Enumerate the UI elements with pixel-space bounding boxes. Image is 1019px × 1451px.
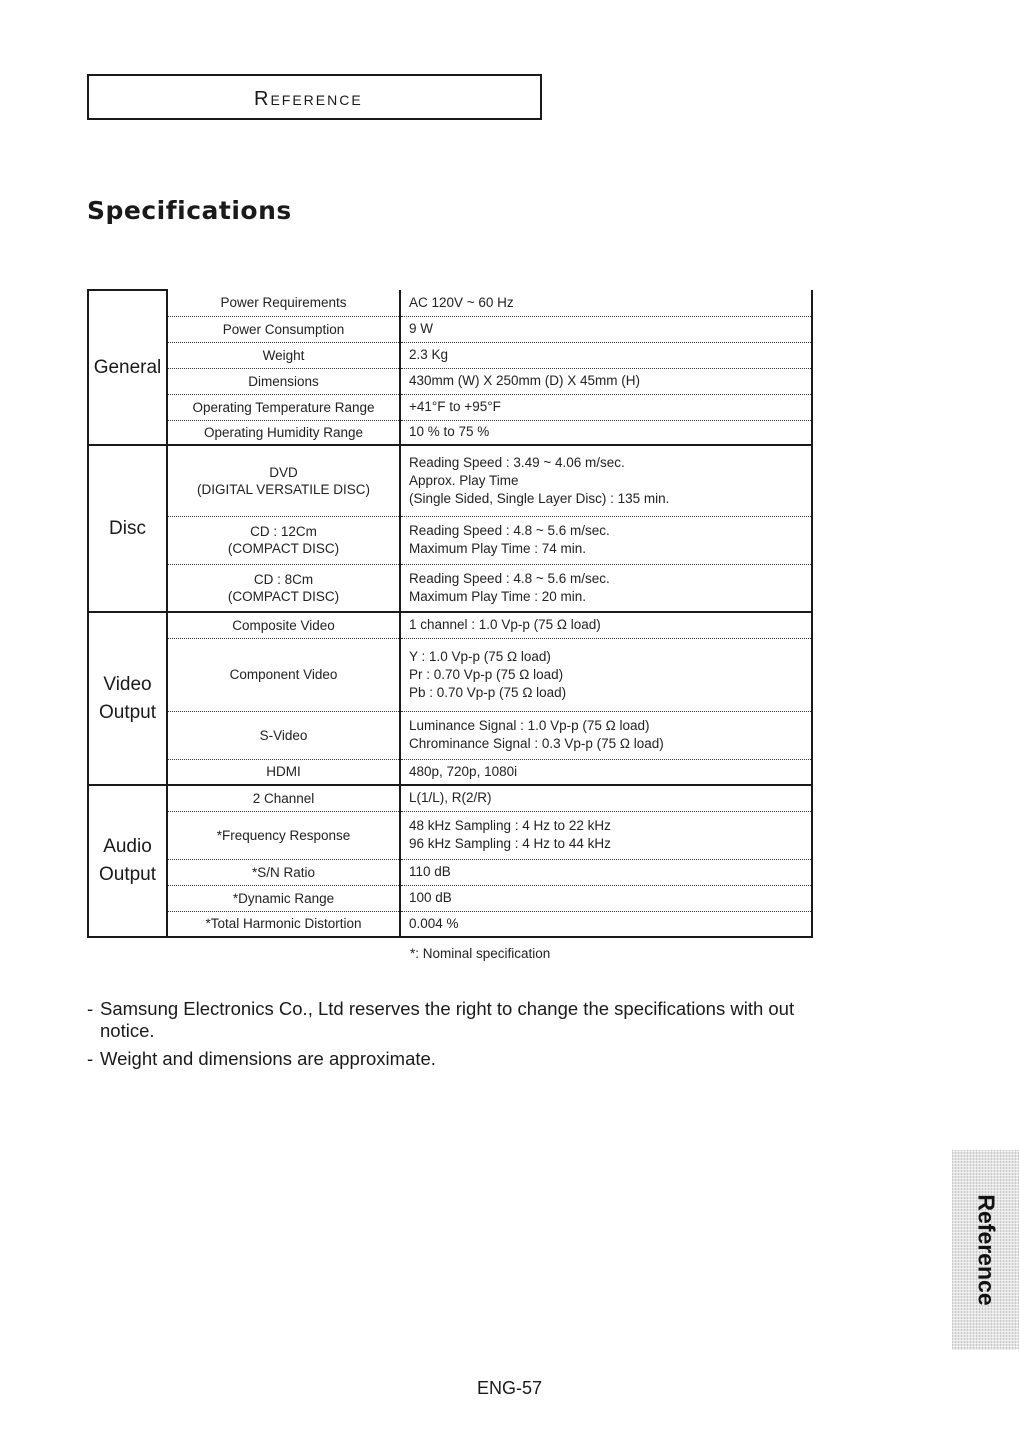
spec-value-cell — [400, 394, 812, 420]
spec-value-cell — [400, 445, 812, 516]
spec-item-label: Component Video — [229, 667, 338, 682]
spec-value-cell — [400, 342, 812, 368]
specifications-table — [87, 289, 813, 938]
spec-value: +41°F to +95°F — [409, 399, 501, 414]
side-tab-label: Reference — [973, 1194, 999, 1306]
spec-item-label: CD : 8Cm — [253, 571, 314, 587]
spec-item-label: *Dynamic Range — [232, 890, 335, 906]
spec-row — [88, 911, 812, 937]
note-text: Weight and dimensions are approximate. — [100, 1048, 436, 1069]
spec-value-cell — [400, 638, 812, 711]
spec-value: 430mm (W) X 250mm (D) X 45mm (H) — [409, 373, 641, 388]
spec-item-cell — [167, 368, 400, 394]
spec-value: Approx. Play Time — [409, 472, 519, 488]
spec-value: 0.004 % — [409, 915, 459, 931]
spec-row — [88, 394, 812, 420]
spec-row — [88, 612, 812, 638]
note-item — [87, 998, 807, 1042]
spec-item-label: (DIGITAL VERSATILE DISC) — [196, 481, 371, 497]
spec-value: 48 kHz Sampling : 4 Hz to 22 kHz — [409, 818, 611, 833]
section-header-title: Reference — [254, 88, 363, 110]
spec-item-cell — [167, 759, 400, 785]
spec-value-cell — [400, 612, 812, 638]
spec-item-label: CD : 12Cm — [250, 524, 317, 539]
spec-value-cell — [400, 811, 812, 859]
spec-item-cell — [167, 290, 400, 316]
spec-item-cell — [167, 445, 400, 516]
spec-item-cell — [167, 811, 400, 859]
spec-value-cell — [400, 885, 812, 911]
category-label: Audio — [103, 836, 152, 857]
spec-item-label: (COMPACT DISC) — [227, 588, 340, 604]
spec-row — [88, 785, 812, 811]
spec-item-cell — [167, 516, 400, 564]
spec-row — [88, 342, 812, 368]
spec-value-cell — [400, 785, 812, 811]
spec-item-label: Power Requirements — [220, 295, 347, 311]
spec-item-label: Composite Video — [232, 617, 335, 633]
category-label: Disc — [109, 517, 146, 539]
spec-item-cell — [167, 911, 400, 937]
spec-item-cell — [167, 564, 400, 612]
spec-row — [88, 290, 812, 316]
spec-row — [88, 368, 812, 394]
note-item — [87, 1048, 807, 1070]
spec-item-cell — [167, 638, 400, 711]
spec-item-label: Dimensions — [248, 373, 319, 389]
spec-value: 2.3 Kg — [409, 347, 449, 362]
spec-value-cell — [400, 759, 812, 785]
note-text: Samsung Electronics Co., Ltd reserves the right to change the specifications with out notice. — [100, 998, 795, 1041]
spec-row — [88, 885, 812, 911]
spec-item-cell — [167, 342, 400, 368]
spec-row — [88, 811, 812, 859]
spec-item-cell — [167, 785, 400, 811]
spec-value-cell — [400, 911, 812, 937]
spec-item-cell — [167, 711, 400, 759]
category-cell — [88, 290, 167, 445]
spec-item-cell — [167, 316, 400, 342]
notes-list — [87, 998, 807, 1076]
spec-value: Pb : 0.70 Vp-p (75 Ω load) — [409, 684, 567, 700]
page-title: Specifications — [87, 196, 292, 225]
spec-item-cell — [167, 420, 400, 445]
spec-value-cell — [400, 564, 812, 612]
spec-item-label: DVD — [269, 464, 298, 480]
spec-row — [88, 316, 812, 342]
section-header-box — [87, 74, 542, 120]
spec-value-cell — [400, 368, 812, 394]
spec-value: (Single Sided, Single Layer Disc) : 135 min. — [409, 490, 670, 506]
note-bullet: - — [87, 1048, 94, 1069]
spec-value-cell — [400, 859, 812, 885]
spec-value-cell — [400, 420, 812, 445]
spec-item-cell — [167, 885, 400, 911]
spec-value: Reading Speed : 4.8 ~ 5.6 m/sec. — [409, 523, 610, 538]
spec-item-label: Power Consumption — [222, 321, 345, 337]
spec-row — [88, 420, 812, 445]
spec-row — [88, 859, 812, 885]
spec-row — [88, 516, 812, 564]
spec-value: Chrominance Signal : 0.3 Vp-p (75 Ω load) — [409, 736, 664, 751]
spec-value: Luminance Signal : 1.0 Vp-p (75 Ω load) — [409, 718, 650, 733]
category-cell — [88, 612, 167, 785]
side-tab — [952, 1150, 1019, 1350]
spec-value-cell — [400, 711, 812, 759]
spec-value: 9 W — [409, 321, 434, 336]
spec-value: 10 % to 75 % — [409, 424, 490, 440]
footnote: *: Nominal specification — [410, 946, 551, 961]
spec-value-cell — [400, 516, 812, 564]
spec-value: 480p, 720p, 1080i — [409, 763, 518, 779]
spec-item-label: *Frequency Response — [216, 827, 351, 843]
spec-item-label: S-Video — [259, 727, 308, 743]
spec-value: Pr : 0.70 Vp-p (75 Ω load) — [409, 666, 564, 682]
spec-item-label: *Total Harmonic Distortion — [205, 916, 362, 932]
spec-item-cell — [167, 859, 400, 885]
spec-value: L(1/L), R(2/R) — [409, 790, 492, 806]
category-cell — [88, 785, 167, 937]
spec-item-cell — [167, 612, 400, 638]
spec-row — [88, 711, 812, 759]
category-cell — [88, 445, 167, 612]
spec-value: 1 channel : 1.0 Vp-p (75 Ω load) — [409, 617, 601, 633]
spec-item-label: Weight — [262, 347, 305, 363]
spec-item-label: 2 Channel — [252, 790, 315, 806]
category-label: Output — [98, 701, 157, 723]
spec-item-label: Operating Humidity Range — [203, 424, 364, 440]
spec-item-label: (COMPACT DISC) — [227, 541, 340, 556]
spec-value: Y : 1.0 Vp-p (75 Ω load) — [409, 648, 551, 664]
page-number: ENG-57 — [476, 1378, 543, 1398]
category-label: Video — [103, 673, 152, 695]
spec-row — [88, 759, 812, 785]
spec-value: Reading Speed : 4.8 ~ 5.6 m/sec. — [409, 570, 610, 586]
spec-item-label: *S/N Ratio — [251, 864, 316, 880]
spec-value: AC 120V ~ 60 Hz — [409, 294, 514, 310]
note-bullet: - — [87, 998, 94, 1019]
spec-item-label: Operating Temperature Range — [192, 399, 375, 415]
spec-row — [88, 638, 812, 711]
spec-value: 96 kHz Sampling : 4 Hz to 44 kHz — [409, 836, 611, 851]
category-label: General — [93, 356, 162, 378]
spec-value: Maximum Play Time : 20 min. — [409, 588, 587, 604]
spec-row — [88, 445, 812, 516]
spec-value: Reading Speed : 3.49 ~ 4.06 m/sec. — [409, 454, 625, 470]
spec-row — [88, 564, 812, 612]
spec-value-cell — [400, 290, 812, 316]
spec-value: 110 dB — [409, 864, 451, 879]
spec-item-label: HDMI — [266, 764, 301, 780]
spec-value: 100 dB — [409, 890, 452, 905]
spec-value-cell — [400, 316, 812, 342]
category-label: Output — [98, 864, 157, 885]
spec-item-cell — [167, 394, 400, 420]
spec-value: Maximum Play Time : 74 min. — [409, 541, 587, 556]
